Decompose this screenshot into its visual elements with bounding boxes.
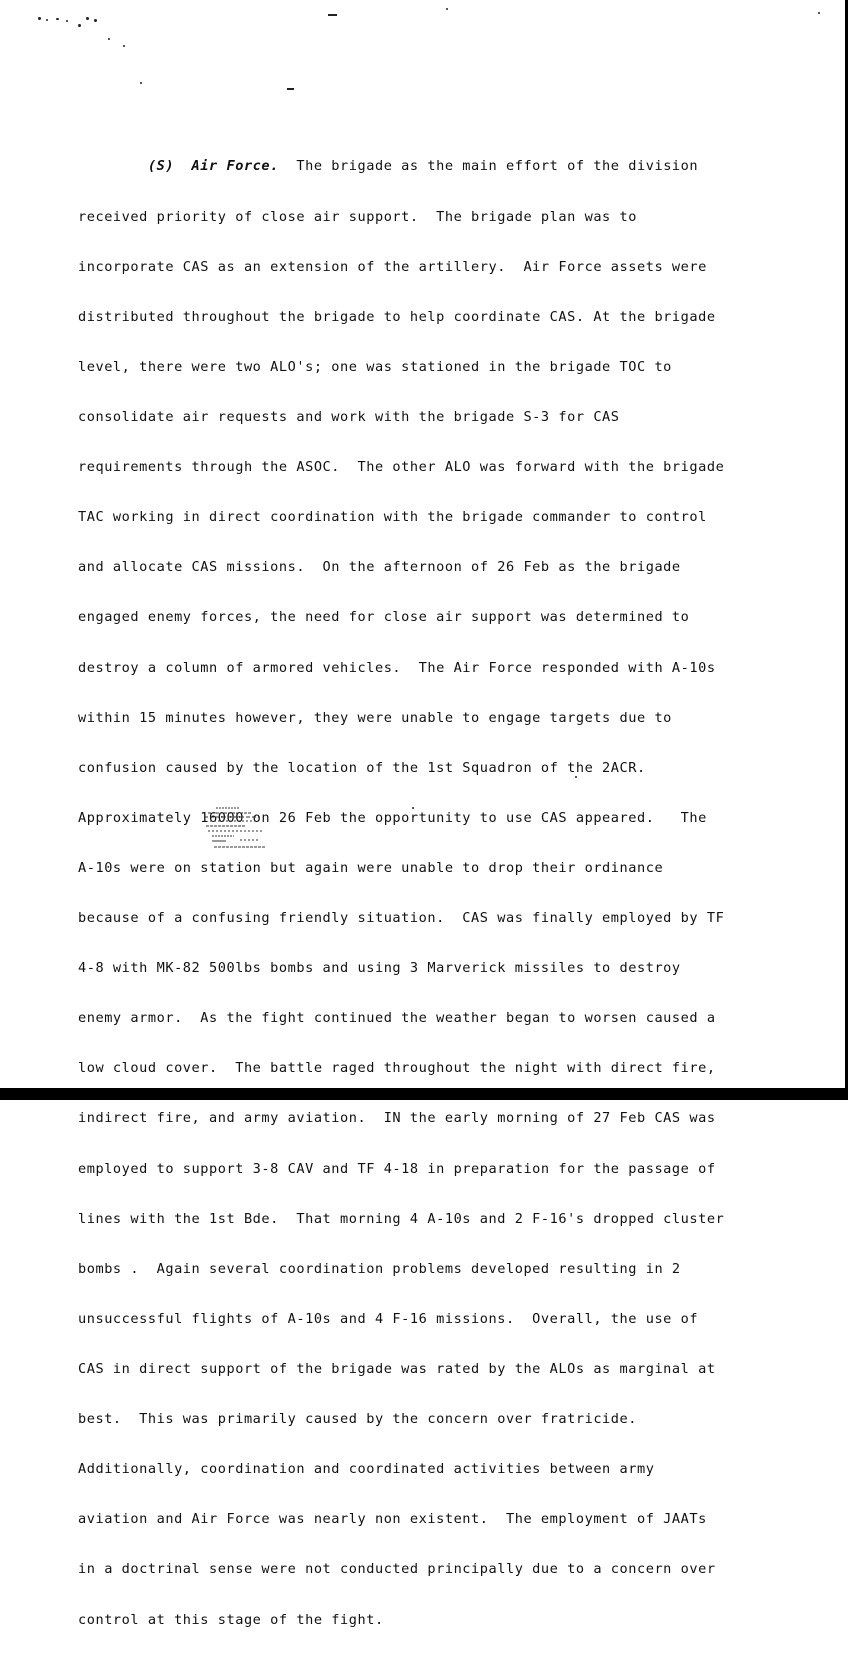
text-line: distributed throughout the brigade to help coordinate CAS. At the brigade — [78, 308, 716, 325]
classification-marking: (S) — [147, 158, 175, 175]
text-line: enemy armor. As the fight continued the weather began to worsen caused a — [78, 1010, 716, 1027]
first-line-text: The brigade as the main effort of the division — [296, 158, 699, 175]
text-line: indirect fire, and army aviation. IN the early morning of 27 Feb CAS was — [78, 1110, 716, 1127]
text-line: unsuccessful flights of A-10s and 4 F-16 missions. Overall, the use of — [78, 1310, 699, 1327]
text-line: destroy a column of armored vehicles. The Air Force responded with A-10s — [78, 659, 716, 676]
text-line: in a doctrinal sense were not conducted principally due to a concern over — [78, 1561, 716, 1578]
text-line: A-10s were on station but again were unable to drop their ordinance — [78, 859, 664, 876]
scan-dash — [328, 14, 337, 16]
text-line: engaged enemy forces, the need for close air support was determined to — [78, 609, 690, 626]
text-line: low cloud cover. The battle raged throughout the night with direct fire, — [78, 1060, 716, 1077]
scan-speck — [94, 19, 97, 22]
text-line: within 15 minutes however, they were unable to engage targets due to — [78, 709, 672, 726]
text-line: CAS in direct support of the brigade was rated by the ALOs as marginal at — [78, 1361, 716, 1378]
text-line: consolidate air requests and work with the brigade S-3 for CAS — [78, 408, 620, 425]
scan-speck — [46, 19, 48, 21]
text-line: lines with the 1st Bde. That morning 4 A-10s and 2 F-16's dropped cluster — [78, 1210, 725, 1227]
scan-speck — [78, 24, 81, 27]
text-line: bombs . Again several coordination problems developed resulting in 2 — [78, 1260, 681, 1277]
scanned-stamp-smudge — [200, 805, 272, 853]
scan-speck — [446, 8, 448, 10]
scan-speck — [123, 45, 125, 47]
text-line: and allocate CAS missions. On the afternoon of 26 Feb as the brigade — [78, 559, 681, 576]
text-line: employed to support 3-8 CAV and TF 4-18 in preparation for the passage of — [78, 1160, 716, 1177]
text-line: aviation and Air Force was nearly non existent. The employment of JAATs — [78, 1511, 707, 1528]
scan-speck — [86, 17, 89, 20]
paragraph-heading: Air Force. — [191, 158, 279, 175]
text-line: requirements through the ASOC. The other ALO was forward with the brigade — [78, 459, 725, 476]
scan-speck — [818, 12, 820, 14]
text-line: because of a confusing friendly situation. CAS was finally employed by TF — [78, 910, 725, 927]
text-line: best. This was primarily caused by the concern over fratricide. — [78, 1411, 637, 1428]
scan-speck — [38, 17, 41, 20]
text-line: Additionally, coordination and coordinated activities between army — [78, 1461, 655, 1478]
paragraph-first-line — [78, 158, 838, 175]
text-line: confusion caused by the location of the 1st Squadron of the 2ACR. — [78, 759, 646, 776]
scan-speck — [108, 38, 110, 40]
scan-speck — [56, 18, 59, 20]
text-line: incorporate CAS as an extension of the artillery. Air Force assets were — [78, 258, 707, 275]
text-line: control at this stage of the fight. — [78, 1611, 384, 1628]
text-line: level, there were two ALO's; one was stationed in the brigade TOC to — [78, 358, 672, 375]
text-line: TAC working in direct coordination with the brigade commander to control — [78, 509, 707, 526]
text-line: 4-8 with MK-82 500lbs bombs and using 3 Marverick missiles to destroy — [78, 960, 681, 977]
scan-speck — [140, 82, 142, 84]
scan-bottom-border — [0, 1088, 848, 1100]
scan-speck — [66, 20, 68, 22]
scan-dash — [287, 88, 294, 90]
text-line: Approximately 16000 on 26 Feb the opportunity to use CAS appeared. The — [78, 809, 707, 826]
paragraph-air-force — [78, 125, 838, 1662]
text-line: received priority of close air support. The brigade plan was to — [78, 208, 637, 225]
